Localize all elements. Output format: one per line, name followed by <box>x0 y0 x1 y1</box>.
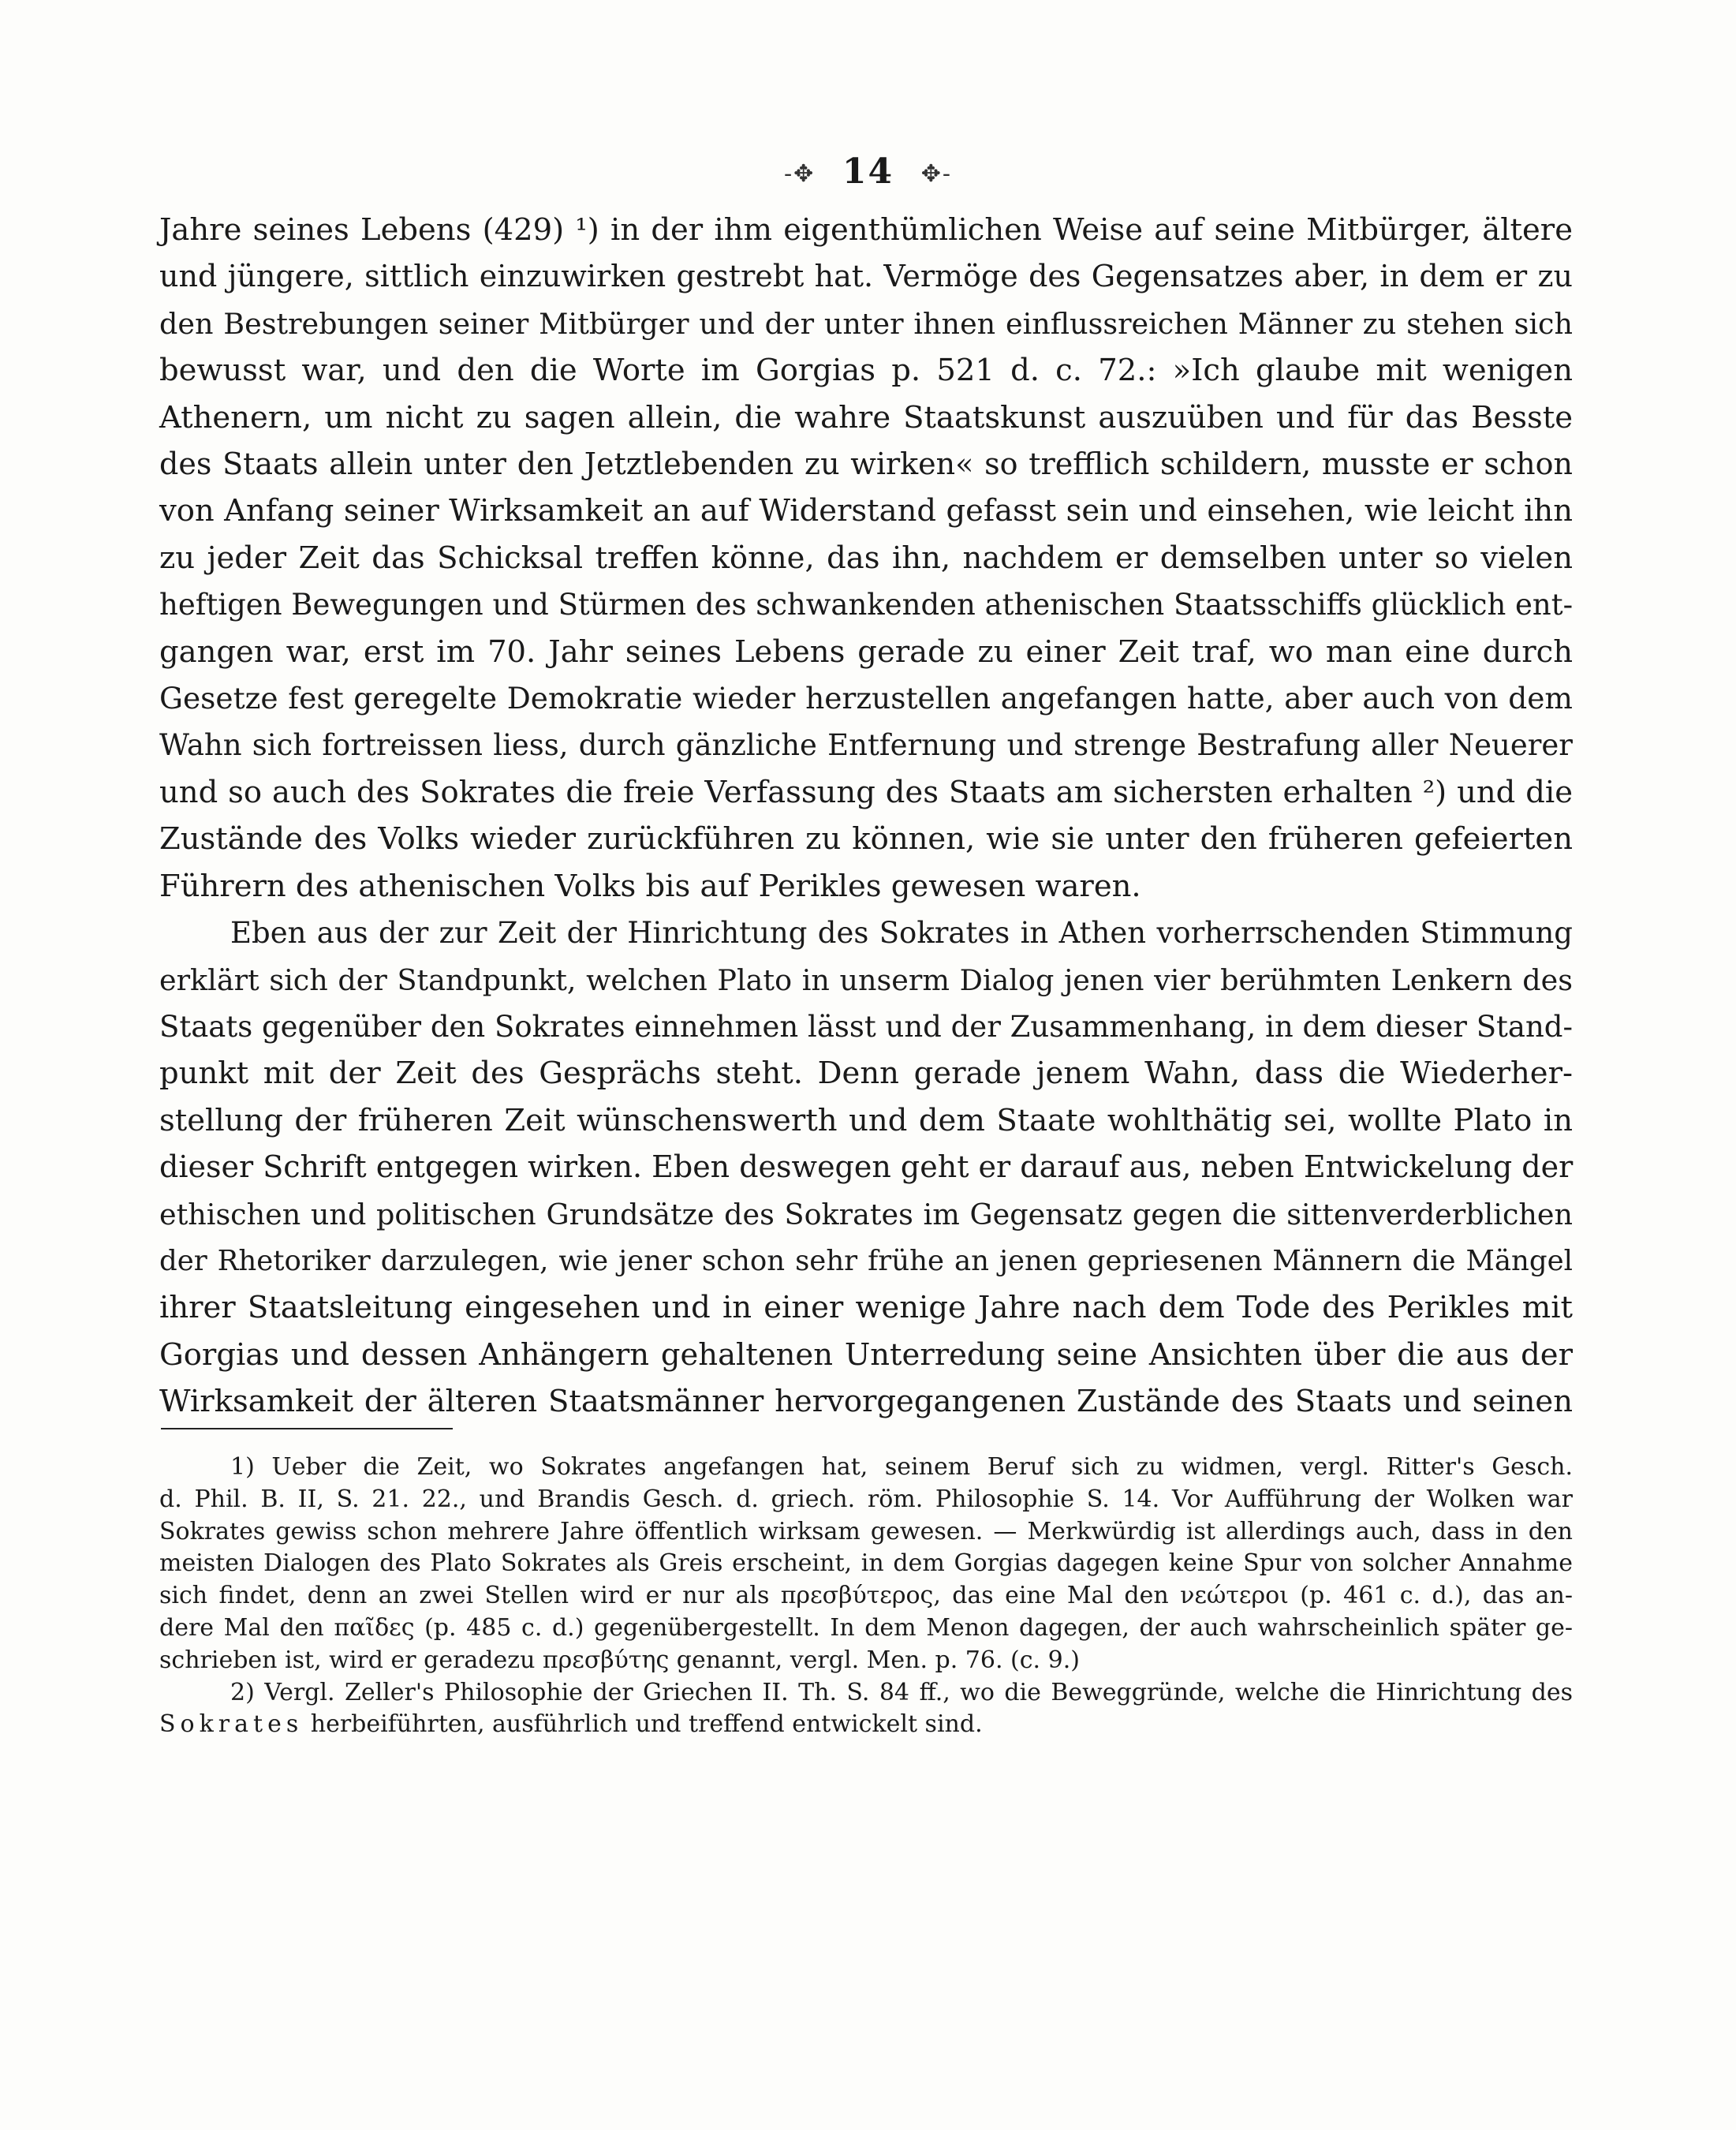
ornament-left-icon: -✥ <box>783 160 816 188</box>
body-text <box>159 207 1573 1426</box>
text-line: von Anfang seiner Wirksamkeit an auf Widerstand gefasst sein und einsehen, wie leicht ihn <box>159 493 1573 529</box>
text-line: erklärt sich der Standpunkt, welchen Plato in unserm Dialog jenen vier berühmten Lenkern des <box>159 962 1573 997</box>
footnote-spaced-name: Sokrates <box>159 1710 304 1739</box>
footnote-line-rest: herbeiführten, ausführlich und treffend entwickelt sind. <box>303 1710 983 1739</box>
text-line: Wirksamkeit der älteren Staatsmänner hervorgegangenen Zustände des Staats und seinen <box>159 1384 1573 1420</box>
text-line: Wahn sich fortreissen liess, durch gänzliche Entfernung und strenge Bestrafung aller Neuerer <box>159 728 1573 763</box>
text-line: gangen war, erst im 70. Jahr seines Lebens gerade zu einer Zeit traf, wo man eine durch <box>159 633 1573 670</box>
text-line: und so auch des Sokrates die freie Verfassung des Staats am sichersten erhalten ²) und die <box>159 774 1573 810</box>
text-line: Zustände des Volks wieder zurückführen zu können, wie sie unter den früheren gefeierten <box>159 821 1573 858</box>
text-line: bewusst war, und den die Worte im Gorgias p. 521 d. c. 72.: »Ich glaube mit wenigen <box>159 353 1573 389</box>
text-line: und jüngere, sittlich einzuwirken gestrebt hat. Vermöge des Gegensatzes aber, in dem er zu <box>159 259 1573 294</box>
footnote-divider <box>161 1428 453 1429</box>
text-line: punkt mit der Zeit des Gesprächs steht. Denn gerade jenem Wahn, dass die Wiederher- <box>159 1056 1573 1092</box>
text-line: zu jeder Zeit das Schicksal treffen könne, das ihn, nachdem er demselben unter so vielen <box>159 540 1573 576</box>
footnote-line: schrieben ist, wird er geradezu πρεσβύτης genannt, vergl. Men. p. 76. (c. 9.) <box>159 1646 1080 1674</box>
footnote-line: meisten Dialogen des Plato Sokrates als Greis erscheint, in dem Gorgias dagegen keine Spur von solcher Annahme <box>159 1549 1573 1578</box>
ornament-right-icon: ✥- <box>920 160 953 188</box>
footnote-line: 1) Ueber die Zeit, wo Sokrates angefangen hat, seinem Beruf sich zu widmen, vergl. Ritter's Gesch. <box>230 1453 1573 1481</box>
text-line: stellung der früheren Zeit wünschenswerth und dem Staate wohlthätig sei, wollte Plato in <box>159 1102 1573 1138</box>
footnote-line: Sokrates gewiss schon mehrere Jahre öffentlich wirksam gewesen. — Merkwürdig ist allerdings auch, dass in den <box>159 1517 1573 1545</box>
text-line: Gesetze fest geregelte Demokratie wieder herzustellen angefangen hatte, aber auch von dem <box>159 681 1573 716</box>
text-line: Athenern, um nicht zu sagen allein, die wahre Staatskunst auszuüben und für das Besste <box>159 399 1573 435</box>
text-line: heftigen Bewegungen und Stürmen des schwankenden athenischen Staatsschiffs glücklich ent- <box>159 588 1574 622</box>
text-line: ethischen und politischen Grundsätze des Sokrates im Gegensatz gegen die sittenverderblichen <box>159 1197 1573 1231</box>
footnote-line: d. Phil. B. II, S. 21. 22., und Brandis Gesch. d. griech. röm. Philosophie S. 14. Vor Aufführung der Wolken war <box>159 1485 1573 1513</box>
footnote-line: sich findet, denn an zwei Stellen wird er nur als πρεσβύτερος, das eine Mal den νεώτεροι (p. 461 c. d.), das an- <box>159 1582 1573 1610</box>
footnotes <box>159 1452 1573 1741</box>
text-line: den Bestrebungen seiner Mitbürger und der unter ihnen einflussreichen Männer zu stehen sich <box>159 306 1573 341</box>
text-line: Jahre seines Lebens (429) ¹) in der ihm eigenthümlichen Weise auf seine Mitbürger, ältere <box>159 212 1573 248</box>
text-line: dieser Schrift entgegen wirken. Eben deswegen geht er darauf aus, neben Entwickelung der <box>159 1149 1574 1185</box>
page-number: 14 <box>842 151 894 192</box>
text-line: des Staats allein unter den Jetztlebenden zu wirken« so trefflich schildern, musste er schon <box>159 447 1573 482</box>
text-line: Gorgias und dessen Anhängern gehaltenen Unterredung seine Ansichten über die aus der <box>159 1336 1573 1373</box>
footnote-line: dere Mal den παῖδες (p. 485 c. d.) gegenübergestellt. In dem Menon dagegen, der auch wahrscheinlich später ge- <box>159 1613 1573 1642</box>
text-line: Eben aus der zur Zeit der Hinrichtung des Sokrates in Athen vorherrschenden Stimmung <box>230 916 1573 951</box>
text-line: der Rhetoriker darzulegen, wie jener schon sehr frühe an jenen gepriesenen Männern die Mängel <box>159 1244 1573 1277</box>
footnote-line <box>159 1709 1573 1741</box>
text-line: Staats gegenüber den Sokrates einnehmen lässt und der Zusammenhang, in dem dieser Stand- <box>159 1009 1573 1044</box>
footnote-line: 2) Vergl. Zeller's Philosophie der Griechen II. Th. S. 84 ff., wo die Beweggründe, welche die Hinrichtung des <box>230 1678 1573 1706</box>
text-line: Führern des athenischen Volks bis auf Perikles gewesen waren. <box>159 868 1141 904</box>
page-header <box>0 151 1736 192</box>
text-line: ihrer Staatsleitung eingesehen und in einer wenige Jahre nach dem Tode des Perikles mit <box>159 1290 1573 1326</box>
